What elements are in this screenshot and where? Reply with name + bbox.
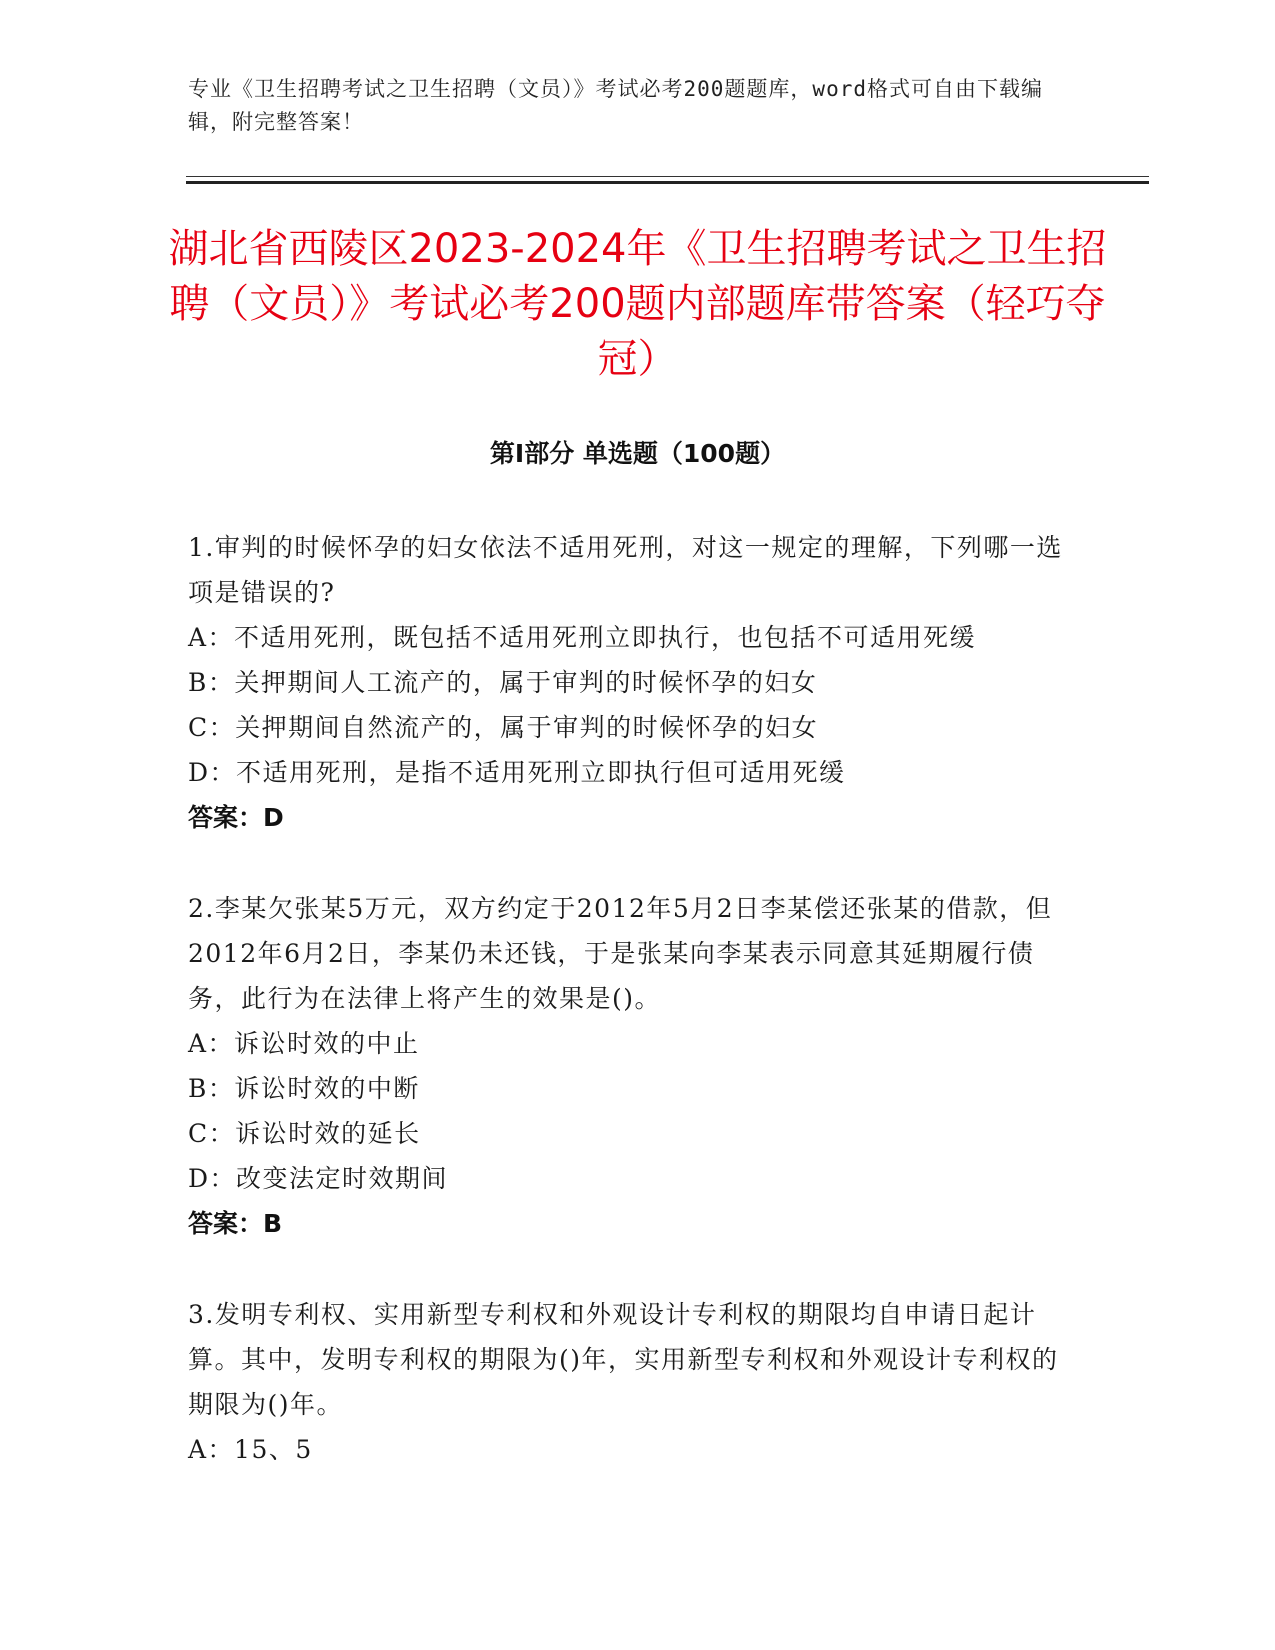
answer: 答案：B [188,1209,283,1238]
document-title: 湖北省西陵区2023-2024年《卫生招聘考试之卫生招聘（文员）》考试必考200题内部题库带答案（轻巧夺冠） [168,226,1107,382]
question-stem: 2.李某欠张某5万元，双方约定于2012年5月2日李某偿还张某的借款，但2012年6月2日，李某仍未还钱，于是张某向李某表示同意其延期履行债务，此行为在法律上将产生的效果是()。 [188,894,1053,1013]
header-divider-thin [186,176,1149,177]
question-2 [188,886,1073,1246]
option-a: A：15、5 [188,1435,313,1464]
option-b: B：诉讼时效的中断 [188,1074,420,1103]
question-3 [188,1292,1073,1472]
option-a: A：诉讼时效的中止 [188,1029,420,1058]
option-c: C：关押期间自然流产的，属于审判的时候怀孕的妇女 [188,713,819,742]
question-1 [188,525,1073,840]
question-stem: 3.发明专利权、实用新型专利权和外观设计专利权的期限均自申请日起计算。其中，发明专利权的期限为()年，实用新型专利权和外观设计专利权的期限为()年。 [188,1300,1059,1419]
option-c: C：诉讼时效的延长 [188,1119,421,1148]
section-title: 第Ⅰ部分 单选题（100题） [489,439,786,468]
answer: 答案：D [188,803,284,832]
header-note: 专业《卫生招聘考试之卫生招聘（文员）》考试必考200题题库，word格式可自由下载编辑，附完整答案！ [188,77,1043,134]
option-d: D：不适用死刑，是指不适用死刑立即执行但可适用死缓 [188,758,846,787]
option-b: B：关押期间人工流产的，属于审判的时候怀孕的妇女 [188,668,818,697]
option-a: A：不适用死刑，既包括不适用死刑立即执行，也包括不可适用死缓 [188,623,977,652]
question-stem: 1.审判的时候怀孕的妇女依法不适用死刑，对这一规定的理解，下列哪一选项是错误的? [188,533,1063,607]
question-list [188,525,1073,1518]
option-d: D：改变法定时效期间 [188,1164,449,1193]
header-divider-thick [186,181,1149,184]
